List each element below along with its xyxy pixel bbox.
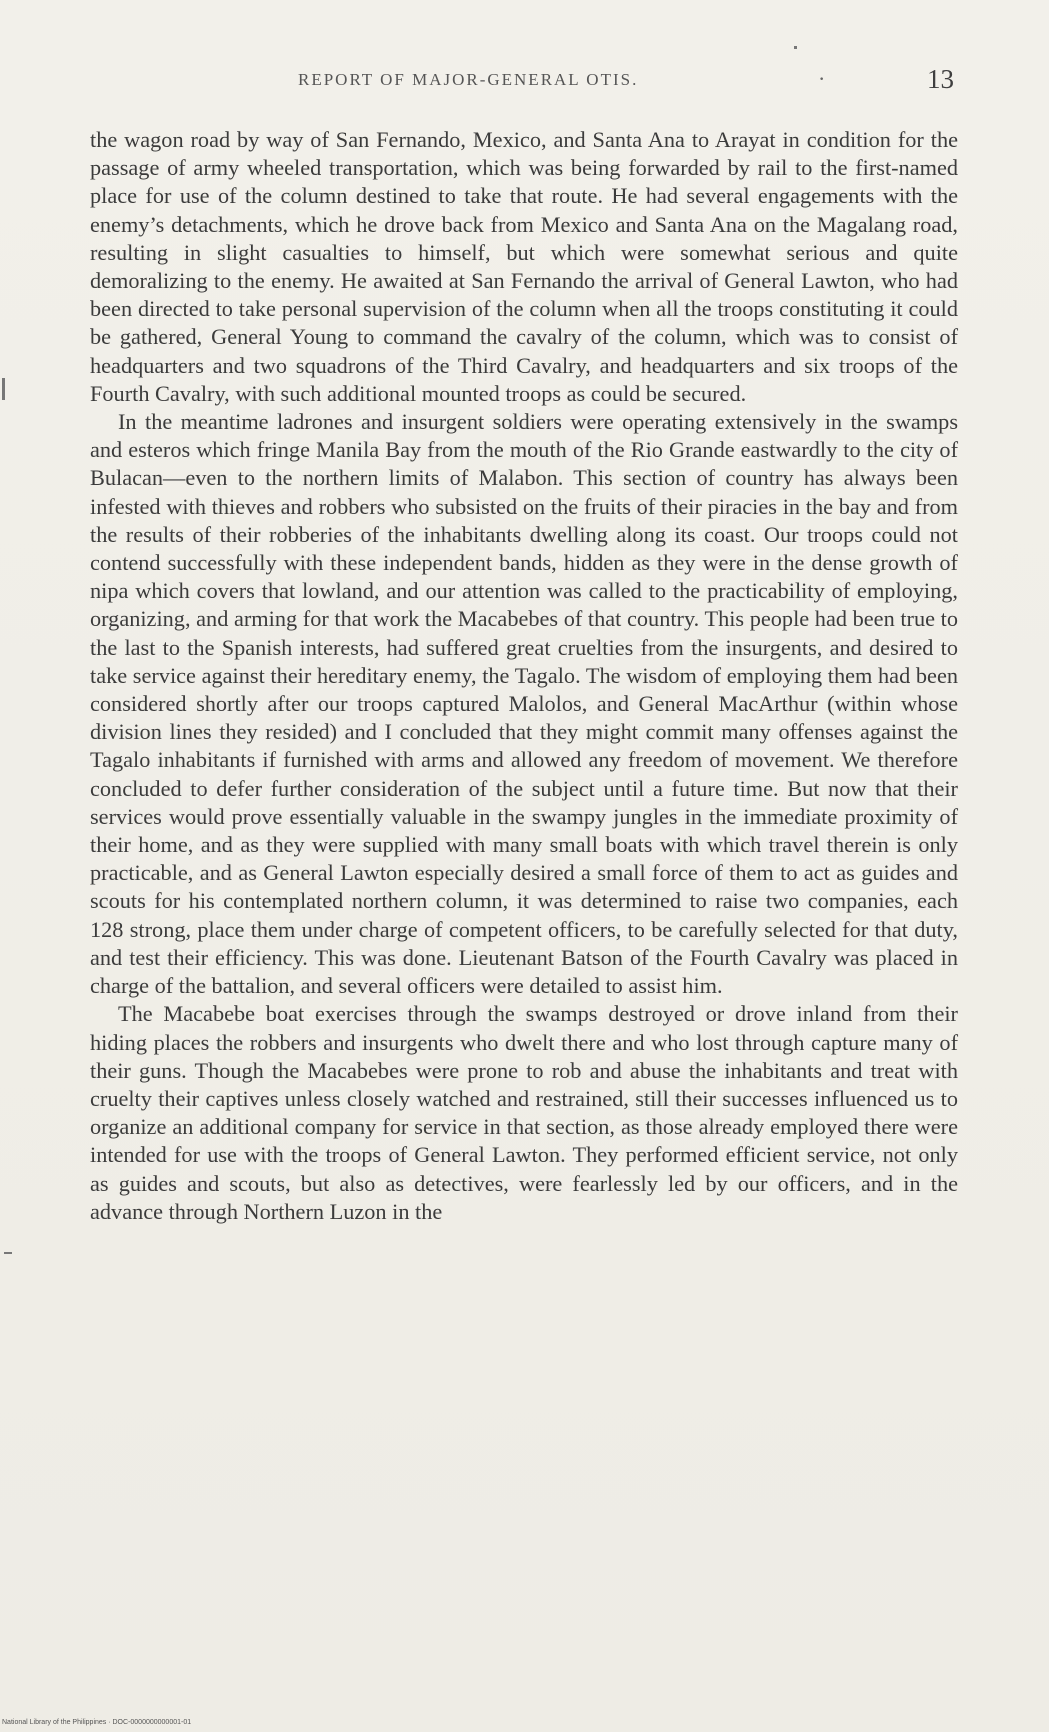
- scan-credit: National Library of the Philippines · DOC-0000000000001-01: [2, 1719, 192, 1726]
- paragraph-1: the wagon road by way of San Fernando, Mexico, and Santa Ana to Arayat in condition for the passage of army wheeled transportation, which was being forwarded by rail to the first-named place for use of the column destined to take that route. He had several engagements with the enemy’s detachments, which he drove back from Mexico and Santa Ana on the Magalang road, resulting in slight casualties to himself, but which were somewhat serious and quite demoralizing to the enemy. He awaited at San Fernando the arrival of General Lawton, who had been directed to take personal supervision of the column when all the troops constituting it could be gathered, General Young to command the cavalry of the column, which was to consist of headquarters and two squadrons of the Third Cavalry, and headquarters and six troops of the Fourth Cavalry, with such additional mounted troops as could be secured.: [90, 127, 958, 406]
- page-header: [90, 66, 960, 106]
- paragraph-3: The Macabebe boat exercises through the swamps destroyed or drove inland from their hiding places the robbers and insurgents who dwelt there and who lost through capture many of their guns. Though the Macabebes were prone to rob and abuse the inhabitants and treat with cruelty their captives unless closely watched and restrained, still their successes influenced us to organize an additional company for service in that section, as those already employed there were intended for use with the troops of General Lawton. They performed efficient service, not only as guides and scouts, but also as detectives, were fearlessly led by our officers, and in the advance through Northern Luzon in the: [90, 1001, 958, 1224]
- page-number: 13: [927, 64, 954, 94]
- paragraph-2: In the meantime ladrones and insurgent soldiers were operating extensively in the swamps and esteros which fringe Manila Bay from the mouth of the Rio Grande eastwardly to the city of Bulacan—even to the northern limits of Malabon. This section of country has always been infested with thieves and robbers who subsisted on the fruits of their piracies in the bay and from the results of their robberies of the inhabitants dwelling along its coast. Our troops could not contend successfully with these independent bands, hidden as they were in the dense growth of nipa which covers that lowland, and our attention was called to the practicability of employing, organizing, and arming for that work the Macabebes of that country. This people had been true to the last to the Spanish interests, had suffered great cruelties from the insurgents, and desired to take service against their hereditary enemy, the Tagalo. The wisdom of employing them had been considered shortly after our troops captured Malolos, and General MacArthur (within whose division lines they resided) and I concluded that they might commit many offenses against the Tagalo inhabitants if furnished with arms and allowed any freedom of movement. We therefore concluded to defer further consideration of the subject until a future time. But now that their services would prove essentially valuable in the swampy jungles in the immediate proximity of their home, and as they were supplied with many small boats with which travel therein is only practicable, and as General Lawton especially desired a small force of them to act as guides and scouts for his contemplated northern column, it was determined to raise two companies, each 128 strong, place them under charge of competent officers, to be carefully selected for that duty, and test their efficiency. This was done. Lieutenant Batson of the Fourth Cavalry was placed in charge of the battalion, and several officers were detailed to assist him.: [90, 409, 958, 999]
- margin-mark-top: [794, 46, 797, 49]
- margin-mark-left-2: [4, 1252, 12, 1254]
- header-dot: ·: [818, 66, 826, 91]
- margin-mark-left-1: [2, 378, 5, 400]
- body-text: [90, 126, 958, 1226]
- running-head: REPORT OF MAJOR-GENERAL OTIS.: [298, 70, 639, 89]
